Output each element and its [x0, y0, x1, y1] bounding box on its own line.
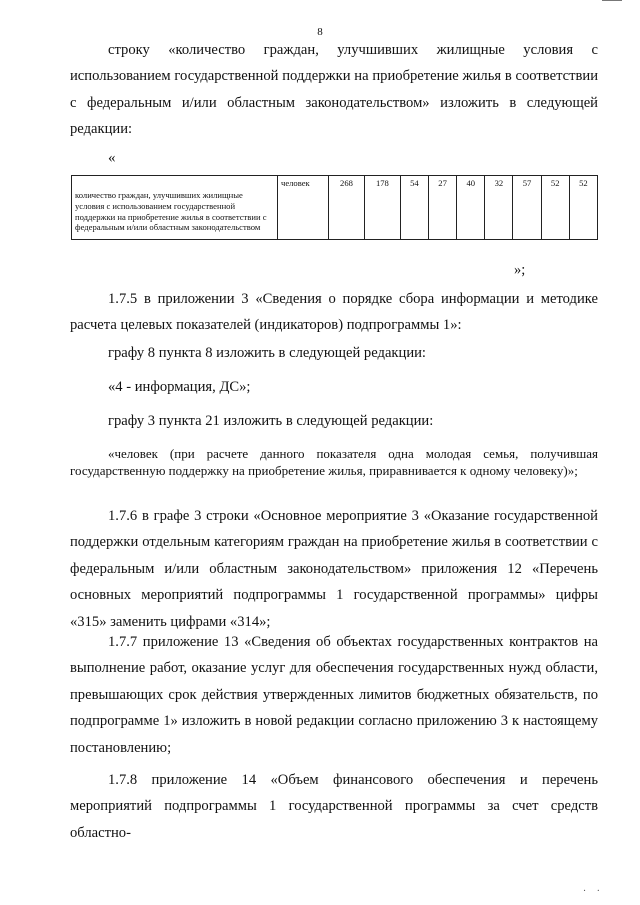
value-cell: 57 [513, 176, 541, 240]
page-number: 8 [317, 26, 323, 38]
paragraph-1-7-8: 1.7.8 приложение 14 «Объем финансового обеспечения и перечень мероприятий подпрограммы 1 государственной программы за счет средств областно- [70, 771, 598, 841]
paragraph-info-ds: «4 - информация, ДС»; [108, 378, 251, 395]
paragraph-graph-3: графу 3 пункта 21 изложить в следующей редакции: [108, 412, 434, 429]
paragraph-1-7-6: 1.7.6 в графе 3 строки «Основное мероприятие 3 «Оказание государственной поддержки отдельным категориям граждан на приобретение жилья в соответствии с федеральным и/или областным законодательством» приложения 12 «Перечень основных мероприятий подпрограммы 1 государственной программы» цифры «315» заменить цифрами «314»; [70, 507, 598, 630]
scan-artifact: · · [582, 886, 604, 897]
table-row [72, 176, 598, 240]
value-cell: 52 [569, 176, 597, 240]
paragraph-1-7-7: 1.7.7 приложение 13 «Сведения об объектах государственных контрактов на выполнение работ, оказание услуг для обеспечения государственных нужд области, превышающих срок действия утвержденных лимитов бюджетных обязательств, по подпрограмме 1» изложить в новой редакции согласно приложению 3 к настоящему постановлению; [70, 633, 598, 756]
value-cell: 40 [457, 176, 485, 240]
value-cell: 268 [329, 176, 365, 240]
indicator-table [71, 175, 598, 240]
scan-corner-mark [602, 0, 622, 4]
paragraph-1-7-5: 1.7.5 в приложении 3 «Сведения о порядке сбора информации и методике расчета целевых показателей (индикаторов) подпрограммы 1»: [70, 290, 598, 334]
value-cell: 178 [364, 176, 400, 240]
unit-cell: человек [278, 176, 329, 240]
closing-quote: »; [514, 262, 526, 278]
paragraph-person: «человек (при расчете данного показателя одна молодая семья, получившая государственную поддержку на приобретение жилья, приравнивается к одному человеку)»; [70, 446, 598, 478]
paragraph-graph-8: графу 8 пункта 8 изложить в следующей редакции: [108, 344, 426, 361]
value-cell: 32 [485, 176, 513, 240]
value-cell: 27 [429, 176, 457, 240]
value-cell: 52 [541, 176, 569, 240]
opening-quote: « [108, 150, 116, 166]
value-cell: 54 [400, 176, 428, 240]
intro-paragraph: строку «количество граждан, улучшивших жилищные условия с использованием государственной поддержки на приобретение жилья в соответствии с федеральным и/или областным законодательством» изложить в следующей редакции: [70, 41, 598, 138]
indicator-name-cell: количество граждан, улучшивших жилищные условия с использованием государственной поддержки на приобретение жилья в соответствии с федеральным и/или областным законодательством [72, 176, 278, 240]
